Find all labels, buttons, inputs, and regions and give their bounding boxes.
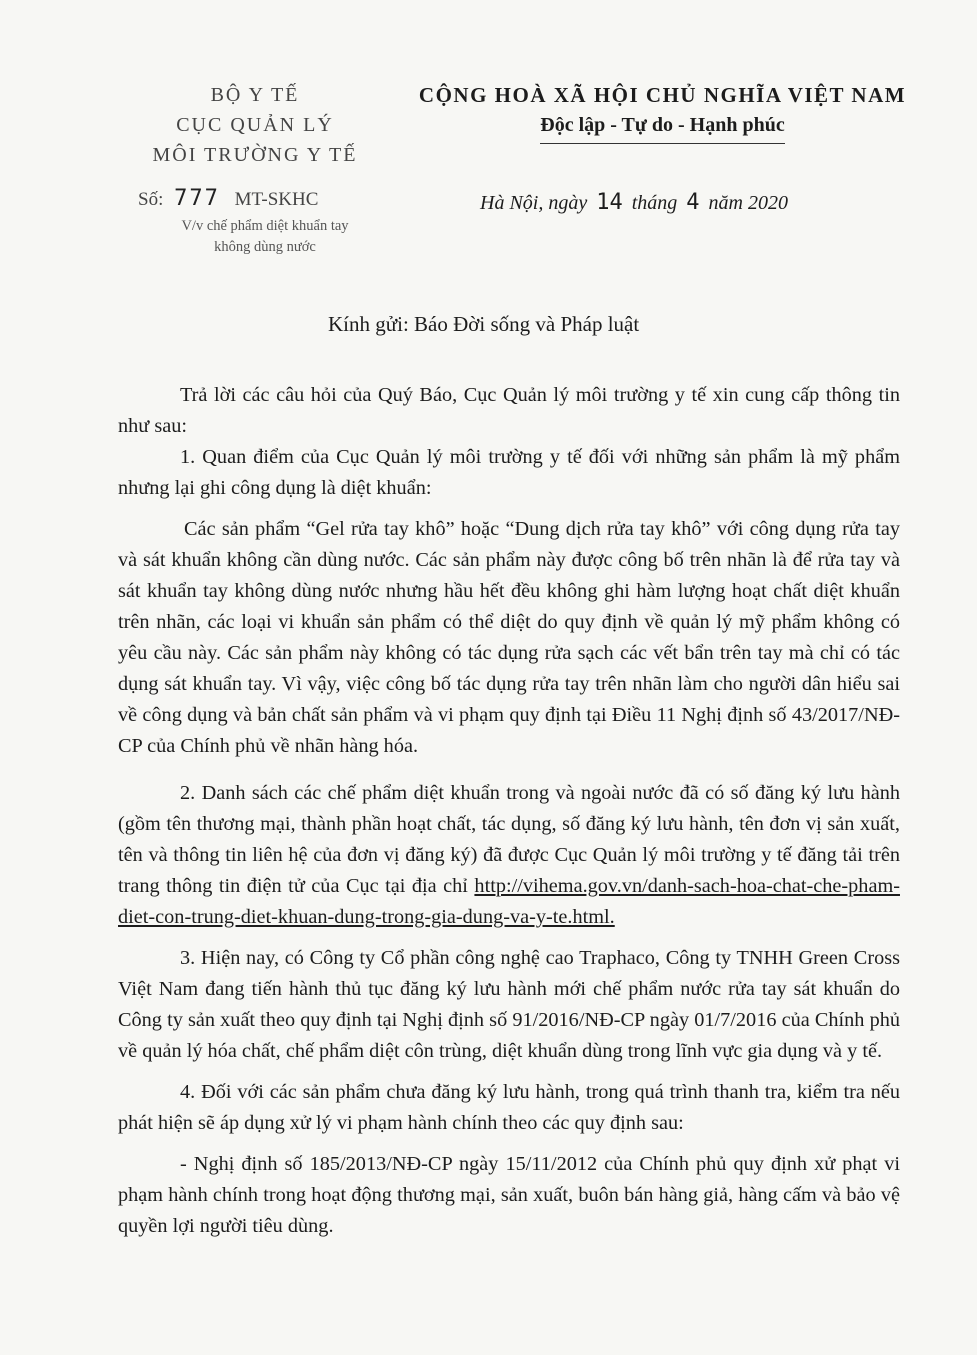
date-year: năm 2020: [708, 192, 788, 214]
date-day-handwritten: 14: [596, 190, 623, 215]
doc-number-suffix: MT-SKHC: [234, 189, 319, 210]
document-body: [118, 380, 900, 1242]
subject-line-2: không dùng nước: [214, 239, 316, 255]
section-1-detail: Các sản phẩm “Gel rửa tay khô” hoặc “Dung dịch rửa tay khô” với công dụng rửa tay và sát khuẩn không cần dùng nước. Các sản phẩm này được công bố trên nhãn là để rửa tay và sát khuẩn tay không dùng nước nhưng hầu hết đều không ghi hàm lượng hoạt chất diệt khuẩn trên nhãn, các loại vi khuẩn sản phẩm có thể diệt do quy định về quản lý mỹ phẩm không có yêu cầu này. Các sản phẩm này không có tác dụng rửa sạch các vết bẩn trên tay mà chỉ có tác dụng sát khuẩn tay. Vì vậy, việc công bố tác dụng rửa tay trên nhãn làm cho người dân hiểu sai về công dụng và bản chất sản phẩm và vi phạm quy định tại Điều 11 Nghị định số 43/2017/NĐ-CP của Chính phủ về nhãn hàng hóa.: [118, 518, 900, 757]
org-department: CỤC QUẢN LÝ: [176, 114, 334, 136]
date-place: Hà Nội, ngày: [480, 192, 588, 214]
nation-name: CỘNG HOÀ XÃ HỘI CHỦ NGHĨA VIỆT NAM: [418, 83, 907, 107]
section-1-heading: 1. Quan điểm của Cục Quản lý môi trường y tế đối với những sản phẩm là mỹ phẩm nhưng lại ghi công dụng là diệt khuẩn:: [118, 446, 900, 499]
subject-line-1: V/v chế phẩm diệt khuẩn tay: [181, 218, 349, 234]
document-number: [138, 186, 318, 211]
date-month-handwritten: 4: [686, 190, 700, 215]
vihema-link[interactable]: http://vihema.gov.vn/danh-sach-hoa-chat-che-pham-diet-con-trung-diet-khuan-dung-trong-gia-dung-va-y-te.html.: [118, 875, 900, 928]
org-ministry: BỘ Y TẾ: [210, 84, 300, 106]
issuing-organization: [110, 80, 400, 170]
org-department-name: MÔI TRƯỜNG Y TẾ: [152, 144, 358, 166]
section-4-paragraph: 4. Đối với các sản phẩm chưa đăng ký lưu hành, trong quá trình thanh tra, kiểm tra nếu phát hiện sẽ áp dụng xử lý vi phạm hành chính theo các quy định sau:: [118, 1081, 900, 1134]
intro-paragraph: Trả lời các câu hỏi của Quý Báo, Cục Quản lý môi trường y tế xin cung cấp thông tin như sau:: [118, 384, 900, 437]
doc-number-handwritten: 777: [174, 186, 220, 211]
section-2-paragraph: [118, 778, 900, 933]
section-2-text: 2. Danh sách các chế phẩm diệt khuẩn trong và ngoài nước đã có số đăng ký lưu hành (gồm tên thương mại, thành phần hoạt chất, tác dụng, số đăng ký lưu hành, tên đơn vị sản xuất, tên và thông tin liên hệ của đơn vị đăng ký) đã được Cục Quản lý môi trường y tế đăng tải trên trang thông tin điện tử của Cục tại địa chỉ: [118, 782, 900, 897]
dateline: [480, 190, 788, 215]
date-month-label: tháng: [631, 192, 678, 214]
section-3-paragraph: 3. Hiện nay, có Công ty Cổ phần công nghệ cao Traphaco, Công ty TNHH Green Cross Việt Nam đang tiến hành thủ tục đăng ký lưu hành mới chế phẩm nước rửa tay sát khuẩn do Công ty sản xuất theo quy định tại Nghị định số 91/2016/NĐ-CP ngày 01/7/2016 của Chính phủ về quản lý hóa chất, chế phẩm diệt côn trùng, diệt khuẩn dùng trong lĩnh vực gia dụng và y tế.: [118, 947, 900, 1062]
section-4-item-1: - Nghị định số 185/2013/NĐ-CP ngày 15/11/2012 của Chính phủ quy định xử phạt vi phạm hành chính trong hoạt động thương mại, sản xuất, buôn bán hàng giả, hàng cấm và bảo vệ quyền lợi người tiêu dùng.: [118, 1153, 900, 1237]
recipient-line: Kính gửi: Báo Đời sống và Pháp luật: [328, 312, 640, 336]
national-motto: Độc lập - Tự do - Hạnh phúc: [540, 110, 784, 144]
national-heading: [400, 80, 925, 144]
doc-number-prefix: Số:: [138, 189, 164, 210]
document-subject: [140, 216, 390, 258]
